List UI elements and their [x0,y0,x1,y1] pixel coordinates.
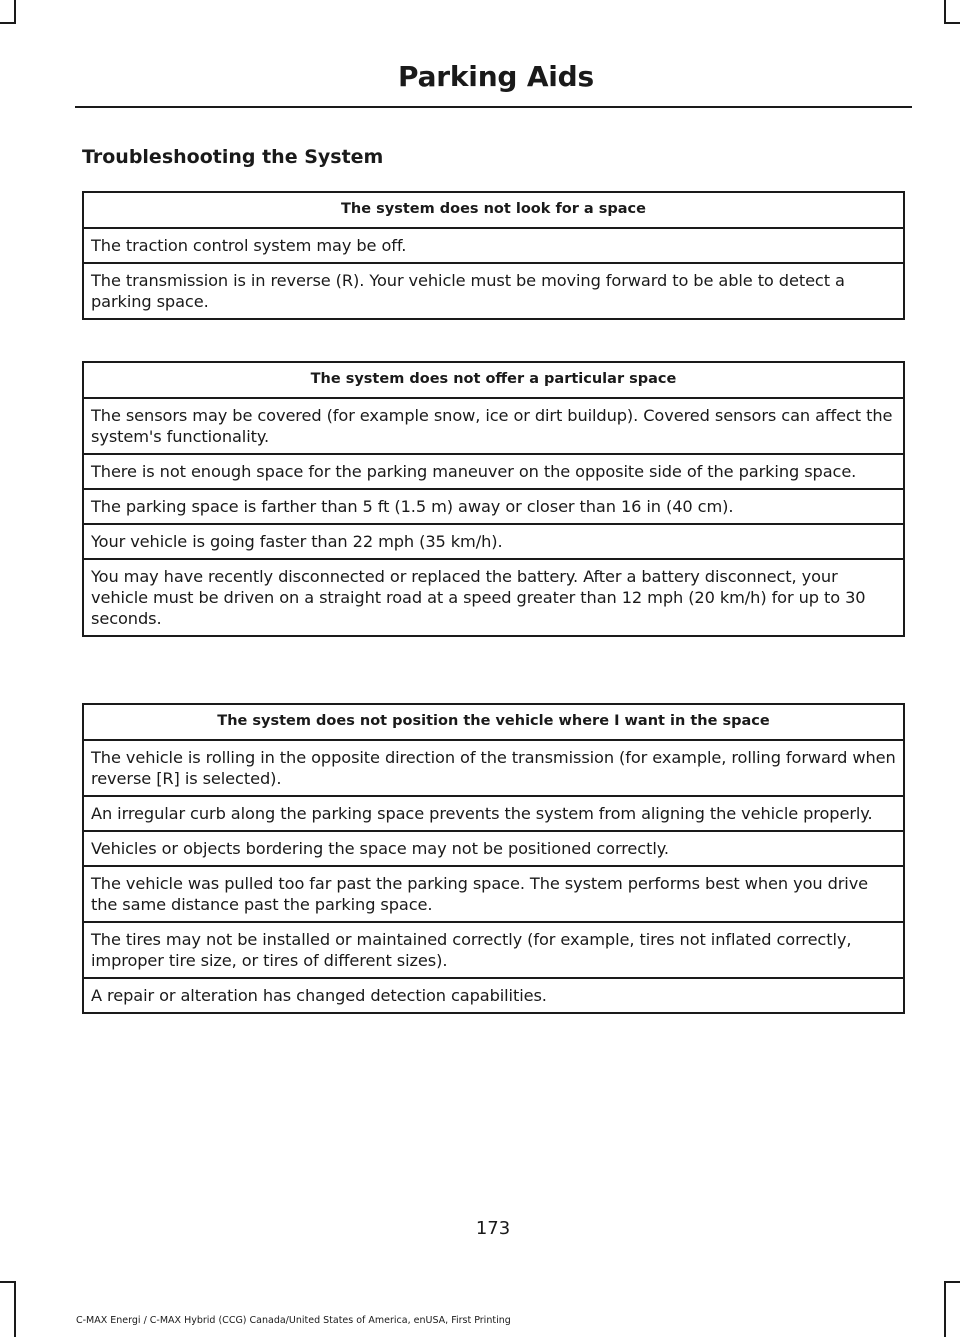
crop-mark-bottom-right-v [944,1281,946,1337]
table-heading: The system does not look for a space [83,192,904,228]
troubleshooting-table-no-space-search [82,191,905,320]
table-heading: The system does not offer a particular space [83,362,904,398]
table-cell: An irregular curb along the parking space prevents the system from aligning the vehicle properly. [83,796,904,831]
crop-mark-top-right-v [944,0,946,24]
table-cell: There is not enough space for the parking maneuver on the opposite side of the parking space. [83,454,904,489]
table-row [83,524,904,559]
table-cell: You may have recently disconnected or replaced the battery. After a battery disconnect, your vehicle must be driven on a straight road at a speed greater than 12 mph (20 km/h) for up to 30 seconds. [83,559,904,636]
table-cell: The parking space is farther than 5 ft (1.5 m) away or closer than 16 in (40 cm). [83,489,904,524]
table-row [83,263,904,319]
table-cell: The sensors may be covered (for example snow, ice or dirt buildup). Covered sensors can affect the system's functionality. [83,398,904,454]
table-cell: Vehicles or objects bordering the space may not be positioned correctly. [83,831,904,866]
crop-mark-bottom-left-h [0,1281,16,1283]
table-cell: The tires may not be installed or maintained correctly (for example, tires not inflated correctly, improper tire size, or tires of different sizes). [83,922,904,978]
table-row [83,559,904,636]
table-cell: The vehicle is rolling in the opposite direction of the transmission (for example, rolling forward when reverse [R] is selected). [83,740,904,796]
troubleshooting-table-no-particular-space [82,361,905,637]
table-cell: The traction control system may be off. [83,228,904,263]
table-header-row [83,362,904,398]
table-header-row [83,192,904,228]
crop-mark-bottom-left-v [14,1281,16,1337]
table-row [83,398,904,454]
table-row [83,978,904,1013]
table-row [83,866,904,922]
section-title: Troubleshooting the System [82,146,384,168]
table-heading: The system does not position the vehicle where I want in the space [83,704,904,740]
troubleshooting-table-positioning [82,703,905,1014]
page-header [75,56,912,108]
page-number: 173 [475,1218,511,1239]
table-cell: The transmission is in reverse (R). Your vehicle must be moving forward to be able to detect a parking space. [83,263,904,319]
table-cell: The vehicle was pulled too far past the parking space. The system performs best when you drive the same distance past the parking space. [83,866,904,922]
table-row [83,796,904,831]
table-cell: A repair or alteration has changed detection capabilities. [83,978,904,1013]
table-row [83,922,904,978]
table-header-row [83,704,904,740]
crop-mark-bottom-right-h [944,1281,960,1283]
table-row [83,489,904,524]
crop-mark-top-right-h [944,22,960,24]
table-row [83,831,904,866]
crop-mark-top-left-v [14,0,16,24]
page-footer: C-MAX Energi / C-MAX Hybrid (CCG) Canada/United States of America, enUSA, First Printing [76,1315,511,1326]
table-cell: Your vehicle is going faster than 22 mph (35 km/h). [83,524,904,559]
table-row [83,454,904,489]
table-row [83,228,904,263]
crop-mark-top-left-h [0,22,16,24]
table-row [83,740,904,796]
page-title: Parking Aids [398,60,594,93]
